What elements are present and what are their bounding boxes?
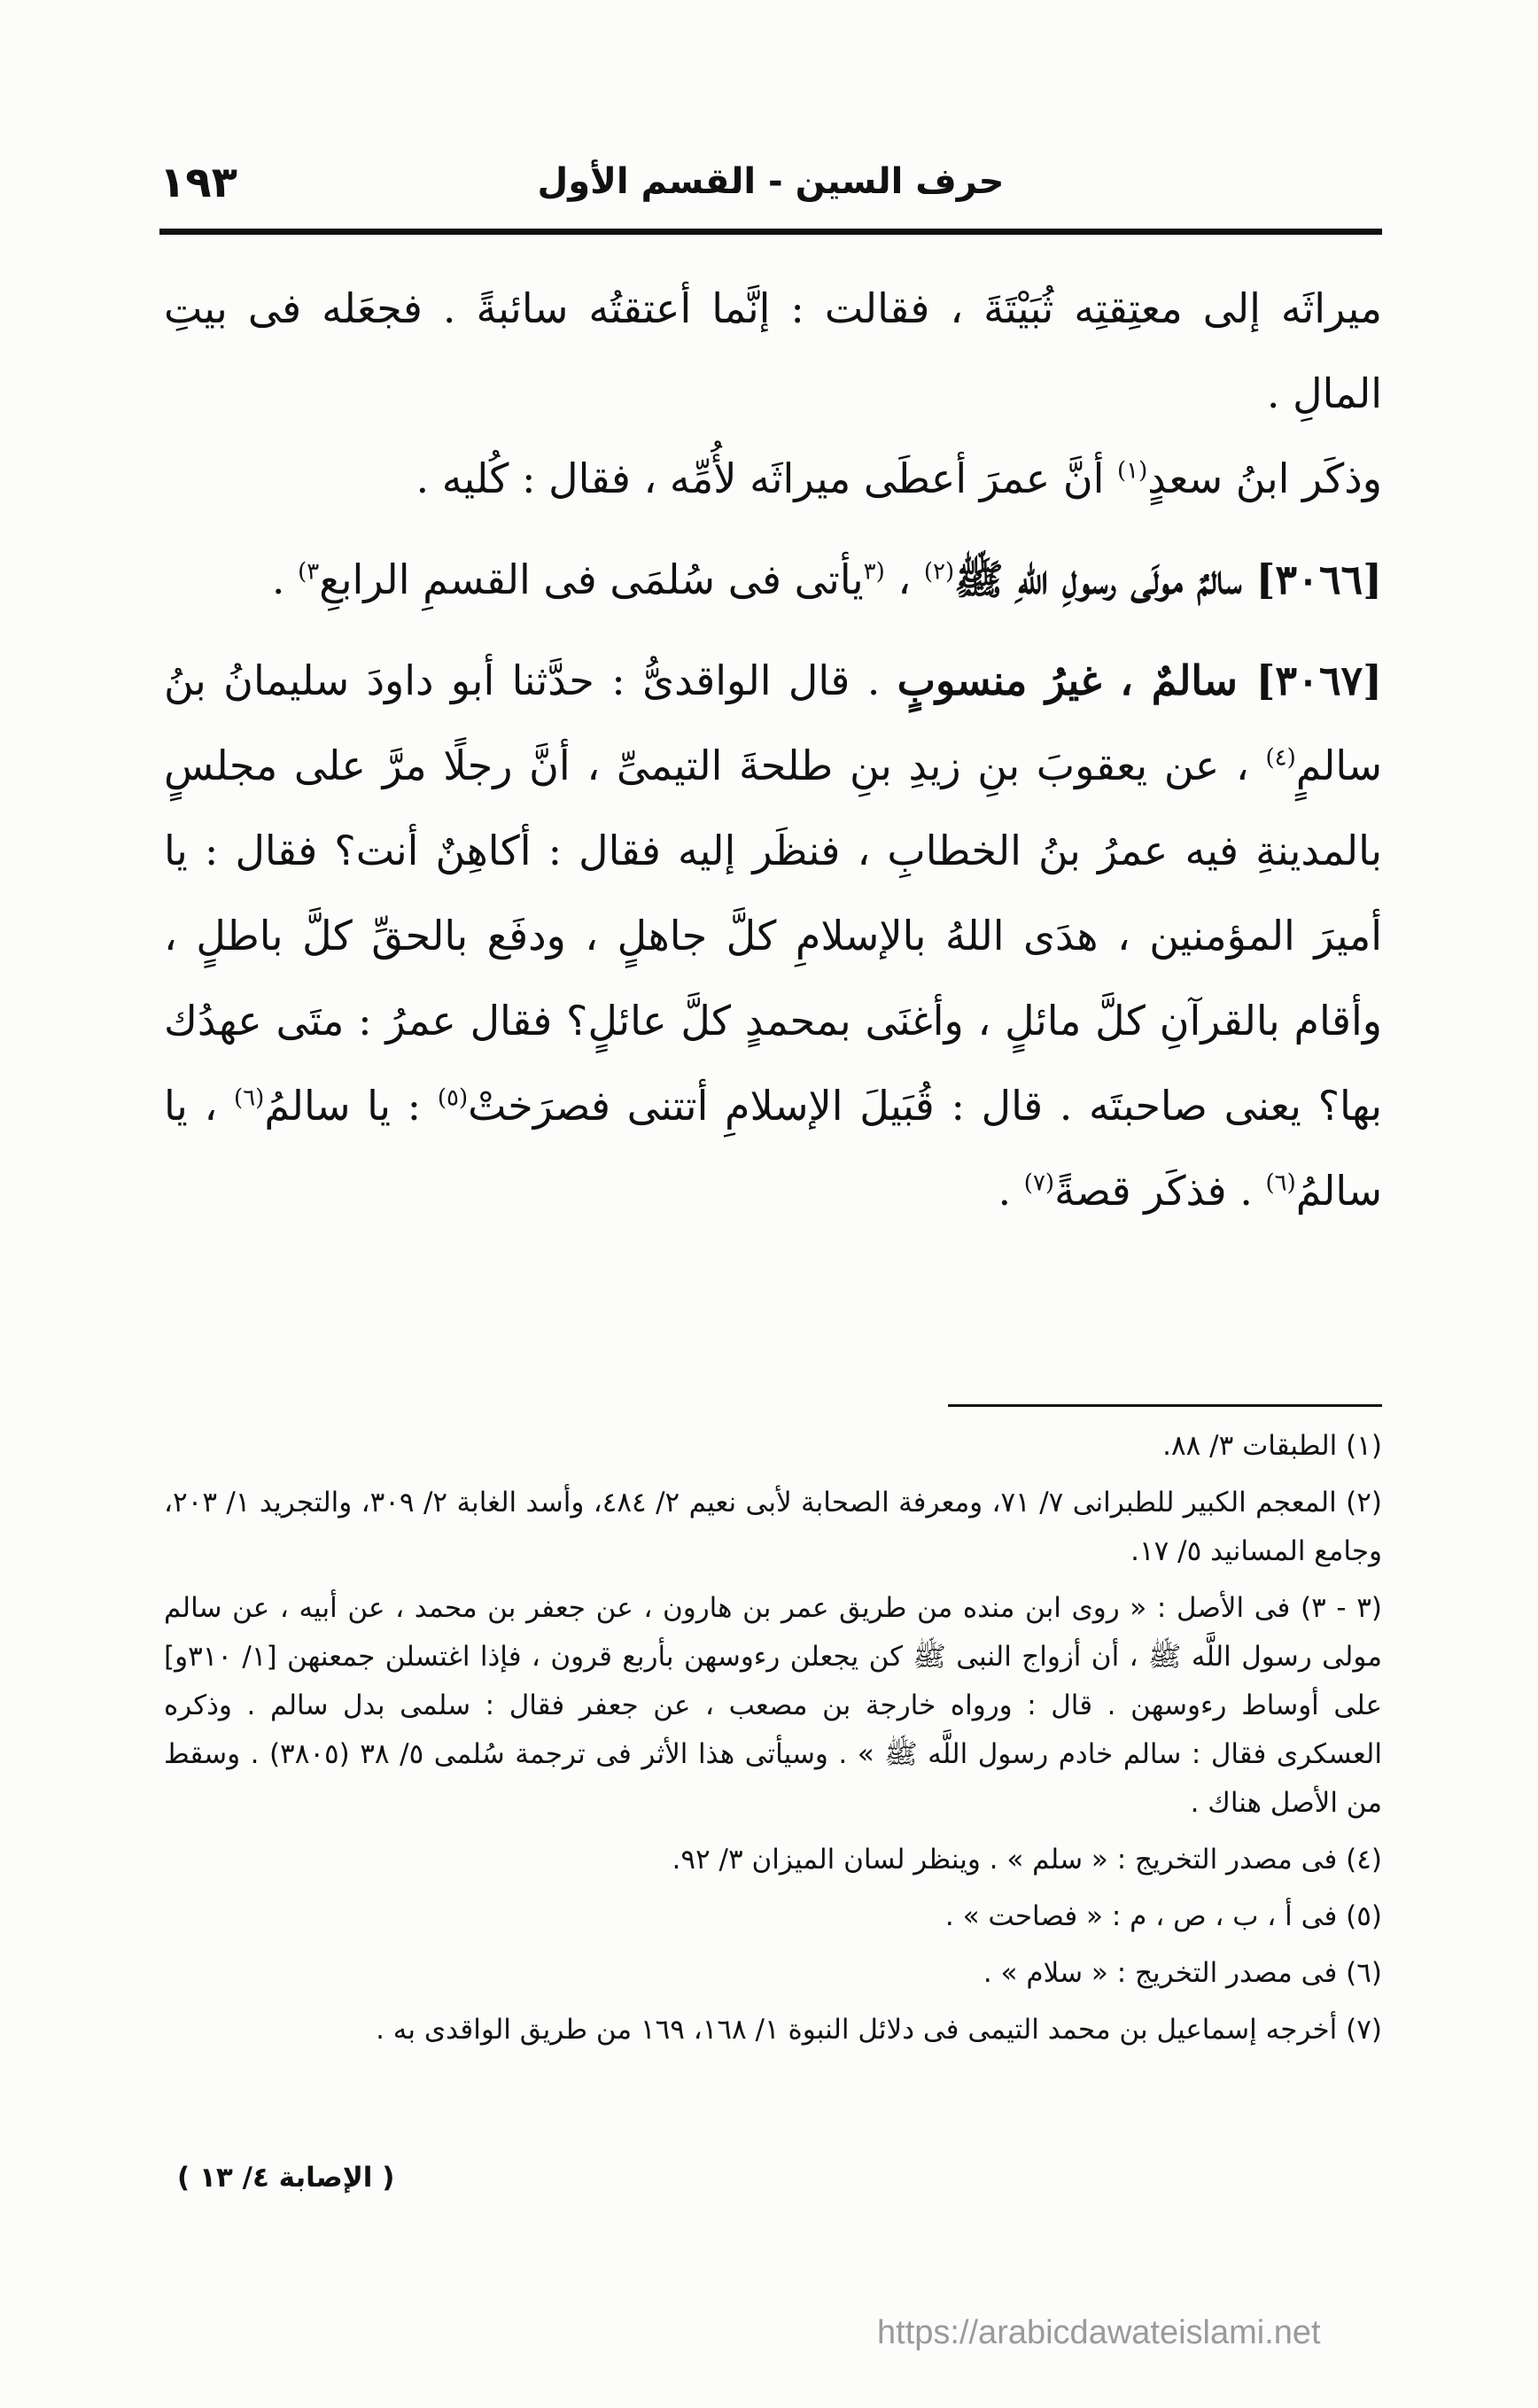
footnote-ref: (٦) [1265, 1169, 1296, 1197]
footnote-ref: ٣) [298, 558, 320, 586]
footnote-ref: (٧) [1023, 1169, 1055, 1197]
main-text [164, 266, 1382, 1233]
header-rule [159, 229, 1382, 235]
paragraph-2: وذكَر ابنُ سعدٍ$^{(١)}$ أنَّ عمرَ أعطَى ميراثَه لأُمِّه ، فقال : كُليه . [416, 454, 1382, 502]
footnote-ref: (١) [1117, 457, 1148, 485]
footnote: (٥) فى أ ، ب ، ص ، م : « فصاحت » . [944, 1900, 1382, 1932]
page-number: ١٩٣ [159, 158, 237, 207]
watermark-url: https://arabicdawateislami.net [877, 2314, 1321, 2351]
footnote-ref: (٦) [234, 1084, 265, 1112]
running-header: حرف السين - القسم الأول [537, 161, 1005, 202]
footnote-separator [948, 1404, 1382, 1407]
footnote: (١) الطبقات ٣/ ٨٨. [1162, 1430, 1382, 1462]
footnote: (٢) المعجم الكبير للطبرانى ٧/ ٧١، ومعرفة الصحابة لأبى نعيم ٢/ ٤٨٤، وأسد الغابة ٢/ ٣٠٩، والتجريد ١/ ٢٠٣، وجامع المسانيد ٥/ ١٧. [164, 1487, 1382, 1567]
entry-3066: [٣٠٦٦] سالمٌ مولَى رسولِ اللهِ ﷺ$^{(٢)}$ ، $^{(٣}$يأتى فى سُلمَى فى القسمِ الرابعِ$^{٣)}$ . [271, 555, 1382, 603]
footnote: (٤) فى مصدر التخريج : « سلم » . وينظر لسان الميزان ٣/ ٩٢. [672, 1844, 1382, 1876]
footnote: (٦) فى مصدر التخريج : « سلام » . [983, 1957, 1382, 1989]
entry-3067: [٣٠٦٧] سالمٌ ، غيرُ منسوبٍ . قال الواقدىُّ : حدَّثنا أبو داودَ سليمانُ بنُ سالمٍ$^{(٤)}$ ، عن يعقوبَ بنِ زيدِ بنِ طلحةَ التيمىِّ ، أنَّ رجلًا مرَّ على مجلسٍ بالمدينةِ فيه عمرُ بنُ الخطابِ ، فنظَر إليه فقال : أكاهِنٌ أنت؟ فقال : يا أميرَ المؤمنين ، هدَى اللهُ بالإسلامِ كلَّ جاهلٍ ، ودفَع بالحقِّ كلَّ باطلٍ ، وأقام بالقرآنِ كلَّ مائلٍ ، وأغنَى بمحمدٍ كلَّ عائلٍ؟ فقال عمرُ : متَى عهدُك بها؟ يعنى صاحبتَه . قال : قُبَيلَ الإسلامِ أتتنى فصرَختْ$^{(٥)}$ : يا سالمُ$^{(٦)}$ ، يا سالمُ$^{(٦)}$ . فذكَر قصةً$^{(٧)}$ . [164, 656, 1382, 1215]
footnote-ref: (٤) [1265, 744, 1296, 772]
entry-name: سالمٌ ، غيرُ منسوبٍ [897, 656, 1256, 704]
paragraph-1: ميراثَه إلى معتِقتِه ثُبَيْتَةَ ، فقالت : إنَّما أعتقتُه سائبةً . فجعَله فى بيتِ المالِ . [164, 284, 1382, 417]
footnotes [164, 1422, 1382, 2062]
signature-mark: ( الإصابة ٤/ ١٣ ) [177, 2162, 395, 2194]
footnote-ref: (٥) [437, 1084, 469, 1112]
entry-number: [٣٠٦٦] [1255, 555, 1382, 603]
footnote-ref: (٣ [863, 558, 885, 586]
entry-name: سالمٌ مولَى رسولِ اللهِ ﷺ [954, 555, 1256, 603]
footnote: (٣ - ٣) فى الأصل : « روى ابن منده من طريق عمر بن هارون ، عن جعفر بن محمد ، عن أبيه ، عن سالم مولى رسول اللَّه ﷺ ، أن أزواج النبى ﷺ كن يجعلن رءوسهن بأربع قرون ، فإذا اغتسلن جمعنهن [١/ ٣١٠و] على أوساط رءوسهن . قال : ورواه خارجة بن مصعب ، عن جعفر فقال : سلمى بدل سالم . وذكره العسكرى فقال : سالم خادم رسول اللَّه ﷺ » . وسيأتى هذا الأثر فى ترجمة سُلمى ٥/ ٣٨ (٣٨٠٥) . وسقط من الأصل هناك . [164, 1592, 1382, 1819]
entry-number: [٣٠٦٧] [1255, 656, 1382, 704]
footnote-ref: (٢) [923, 558, 955, 586]
footnote: (٧) أخرجه إسماعيل بن محمد التيمى فى دلائل النبوة ١/ ١٦٨، ١٦٩ من طريق الواقدى به . [376, 2014, 1382, 2046]
